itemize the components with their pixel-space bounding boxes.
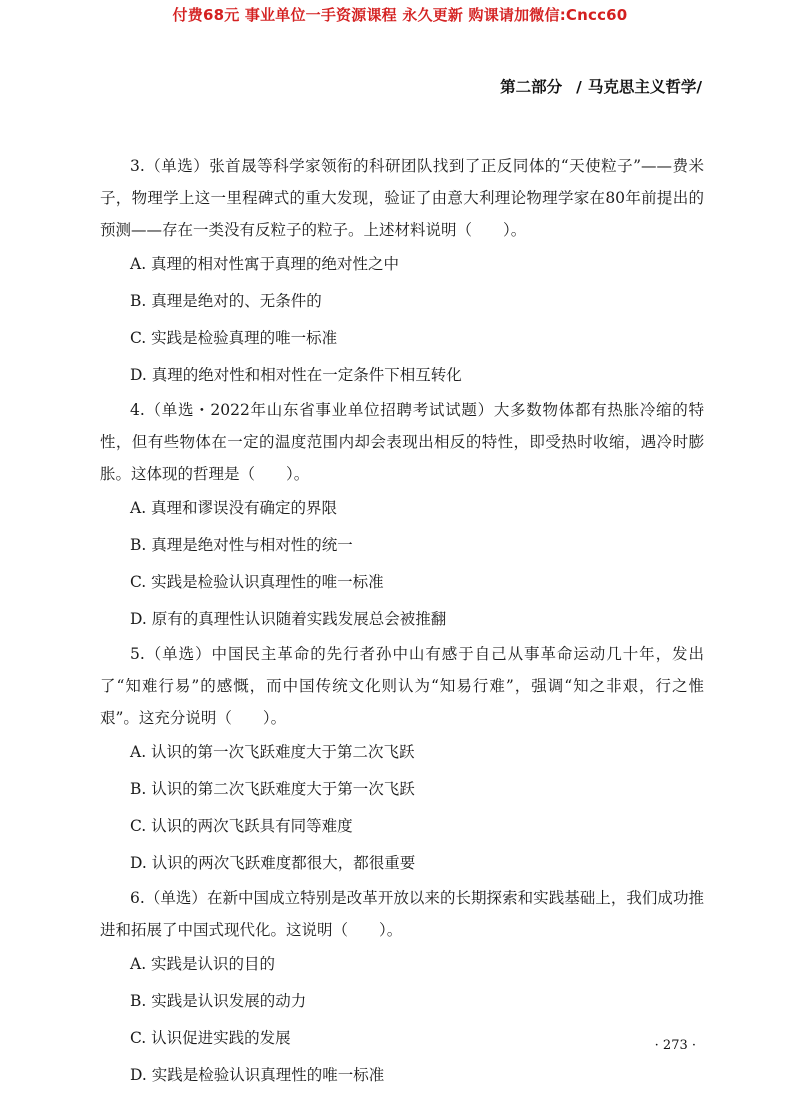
question-list <box>100 150 704 1094</box>
option-d: D. 真理的绝对性和相对性在一定条件下相互转化 <box>130 366 462 384</box>
running-header <box>500 75 702 97</box>
option-c: C. 认识促进实践的发展 <box>130 1029 291 1047</box>
part-label: 第二部分 <box>500 78 563 96</box>
question-3 <box>100 150 704 394</box>
option-b: B. 真理是绝对性与相对性的统一 <box>130 536 353 554</box>
question-stem: 3.（单选）张首晟等科学家领衔的科研团队找到了正反同体的“天使粒子”——费米子，物理学上这一里程碑式的重大发现，验证了由意大利理论物理学家在80年前提出的预测——存在一类没有反粒子的粒子。上述材料说明（ ）。 <box>100 157 704 239</box>
option-b: B. 真理是绝对的、无条件的 <box>130 292 322 310</box>
option-a: A. 真理的相对性寓于真理的绝对性之中 <box>130 255 400 273</box>
option-d: D. 原有的真理性认识随着实践发展总会被推翻 <box>130 610 447 628</box>
question-5 <box>100 638 704 882</box>
promo-banner: 付费68元 事业单位一手资源课程 永久更新 购课请加微信:Cncc60 <box>172 6 628 24</box>
option-a: A. 真理和谬误没有确定的界限 <box>130 499 338 517</box>
question-stem: 6.（单选）在新中国成立特别是改革开放以来的长期探索和实践基础上，我们成功推进和拓展了中国式现代化。这说明（ ）。 <box>100 889 704 939</box>
option-a: A. 实践是认识的目的 <box>130 955 276 973</box>
question-stem: 4.（单选・2022年山东省事业单位招聘考试试题）大多数物体都有热胀冷缩的特性，但有些物体在一定的温度范围内却会表现出相反的特性，即受热时收缩，遇冷时膨胀。这体现的哲理是（ ）。 <box>100 401 704 483</box>
page-number: · 273 · <box>654 1038 696 1053</box>
question-4 <box>100 394 704 638</box>
section-label: 马克思主义哲学 <box>587 78 697 96</box>
header-separator: / <box>576 78 582 96</box>
option-b: B. 实践是认识发展的动力 <box>130 992 307 1010</box>
option-d: D. 实践是检验认识真理性的唯一标准 <box>130 1066 385 1084</box>
question-stem: 5.（单选）中国民主革命的先行者孙中山有感于自己从事革命运动几十年，发出了“知难行易”的感慨，而中国传统文化则认为“知易行难”，强调“知之非艰，行之惟艰”。这充分说明（ ）。 <box>100 645 704 727</box>
option-c: C. 实践是检验认识真理性的唯一标准 <box>130 573 384 591</box>
option-a: A. 认识的第一次飞跃难度大于第二次飞跃 <box>130 743 415 761</box>
header-separator-end: / <box>696 78 702 96</box>
question-6 <box>100 882 704 1094</box>
option-b: B. 认识的第二次飞跃难度大于第一次飞跃 <box>130 780 415 798</box>
option-c: C. 认识的两次飞跃具有同等难度 <box>130 817 353 835</box>
option-d: D. 认识的两次飞跃难度都很大，都很重要 <box>130 854 416 872</box>
option-c: C. 实践是检验真理的唯一标准 <box>130 329 338 347</box>
